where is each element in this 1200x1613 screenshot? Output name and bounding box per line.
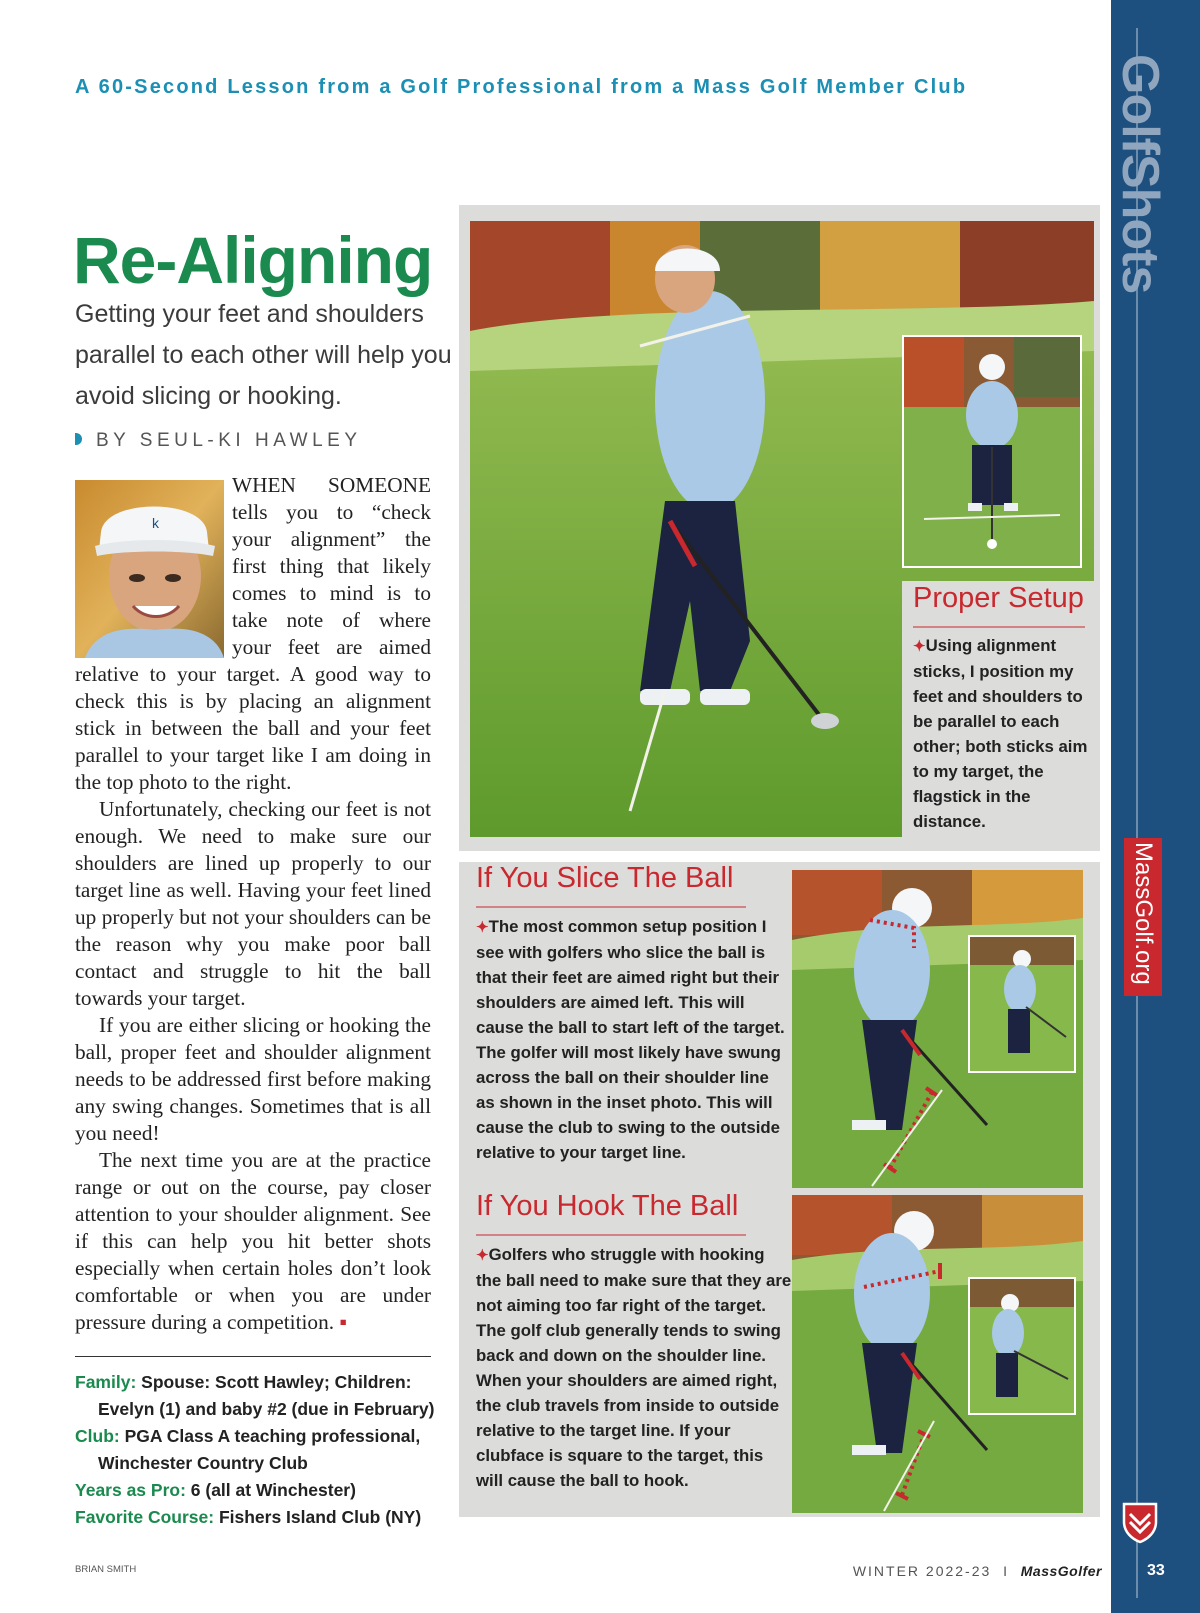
proper-setup-caption [913, 633, 1095, 834]
bio-club-value: PGA Class A teaching professional, Winchester Country Club [98, 1426, 421, 1473]
article-body [75, 472, 431, 1336]
byline [75, 430, 362, 452]
bio-years-value: 6 (all at Winchester) [190, 1480, 356, 1500]
bullet-star-icon: ✦ [476, 919, 489, 936]
paragraph-4 [75, 1147, 431, 1336]
bio-family-label: Family: [75, 1372, 137, 1392]
folio-separator: I [1003, 1563, 1009, 1579]
article-title: Re-Aligning [73, 223, 433, 297]
bio-divider [75, 1356, 431, 1357]
bio-club [75, 1423, 445, 1477]
bio-years-label: Years as Pro: [75, 1480, 186, 1500]
bio-course-value: Fishers Island Club (NY) [218, 1507, 422, 1527]
author-bio [75, 1369, 445, 1531]
end-mark: ▪ [339, 1310, 347, 1334]
slice-caption [476, 914, 792, 1165]
hook-text: Golfers who struggle with hooking the ball need to make sure that they are not aiming too far right of the target. The golf club generally tends to swing back and down on the shoulder line. When your shoulders are aimed right, the club travels from inside to outside relative to the target line. If your clubface is square to the target, this will cause the ball to hook. [476, 1245, 792, 1490]
bio-course [75, 1504, 445, 1531]
bio-course-label: Favorite Course: [75, 1507, 215, 1527]
bio-years [75, 1477, 445, 1504]
byline-marker [75, 433, 82, 445]
proper-setup-heading: Proper Setup [913, 582, 1084, 614]
photo-credit: BRIAN SMITH [75, 1564, 137, 1575]
proper-setup-inset-photo [902, 335, 1082, 568]
hook-inset-photo [968, 1277, 1076, 1415]
bullet-star-icon: ✦ [476, 1247, 489, 1264]
article-dek: Getting your feet and shoulders parallel to each other will help you avoid slicing or hooking. [75, 300, 452, 410]
issue-date: WINTER 2022-23 [852, 1563, 992, 1579]
magazine-name: MassGolfer [1020, 1563, 1102, 1579]
hook-heading: If You Hook The Ball [476, 1190, 739, 1222]
paragraph-3: If you are either slicing or hooking the ball, proper feet and shoulder alignment needs to be addressed first before making any swing changes. Sometimes that is all you need! [75, 1013, 431, 1145]
paragraph-4-text: The next time you are at the practice range or out on the course, pay closer attention to your shoulder alignment. See if this can help you hit better shots especially when certain holes don’t look comfortable or when you are under pressure during a competition. [75, 1148, 431, 1334]
mass-golf-shield-icon [1118, 1500, 1162, 1544]
section-name: GolfShots [1111, 54, 1169, 294]
folio [853, 1563, 1102, 1579]
proper-setup-text: Using alignment sticks, I position my feet and shoulders to be parallel to each other; both sticks aim to my target, the flagstick in the distance. [913, 636, 1088, 831]
slice-heading: If You Slice The Ball [476, 862, 734, 894]
slice-inset-photo [968, 935, 1076, 1073]
kicker: A 60-Second Lesson from a Golf Professional from a Mass Golf Member Club [75, 76, 968, 98]
bio-family-value: Spouse: Scott Hawley; Children: Evelyn (1) and baby #2 (due in February) [98, 1372, 435, 1419]
hook-caption [476, 1242, 792, 1493]
bullet-star-icon: ✦ [913, 638, 926, 655]
paragraph-1: WHEN SOMEONE tells you to “check your alignment” the first thing that likely comes to mind is to take note of where your feet are aimed relative to your target. A good way to check this is by placing an alignment stick in between the ball and your feet parallel to your target like I am doing in the top photo to the right. [75, 473, 431, 794]
slice-rule [476, 906, 746, 908]
bio-club-label: Club: [75, 1426, 120, 1446]
page-number: 33 [1147, 1562, 1165, 1579]
bio-family [75, 1369, 445, 1423]
proper-setup-rule [913, 626, 1085, 628]
site-url[interactable]: MassGolf.org [1130, 842, 1157, 985]
hook-rule [476, 1234, 746, 1236]
headshot-wrap-space [75, 472, 232, 657]
svg-text:k: k [152, 515, 159, 531]
paragraph-2: Unfortunately, checking our feet is not enough. We need to make sure our shoulders are lined up properly to our target line as well. Having your feet lined up properly but not your shoulders can be the reason why you make poor ball contact and struggle to hit the ball towards your target. [75, 797, 431, 1010]
byline-text: BY SEUL-KI HAWLEY [96, 430, 362, 451]
slice-text: The most common setup position I see with golfers who slice the ball is that their feet are aimed right but their shoulders are aimed left. This will cause the ball to start left of the target. The golfer will most likely have swung across the ball on their shoulder line as shown in the inset photo. This will cause the club to swing to the outside relative to your target line. [476, 917, 785, 1162]
